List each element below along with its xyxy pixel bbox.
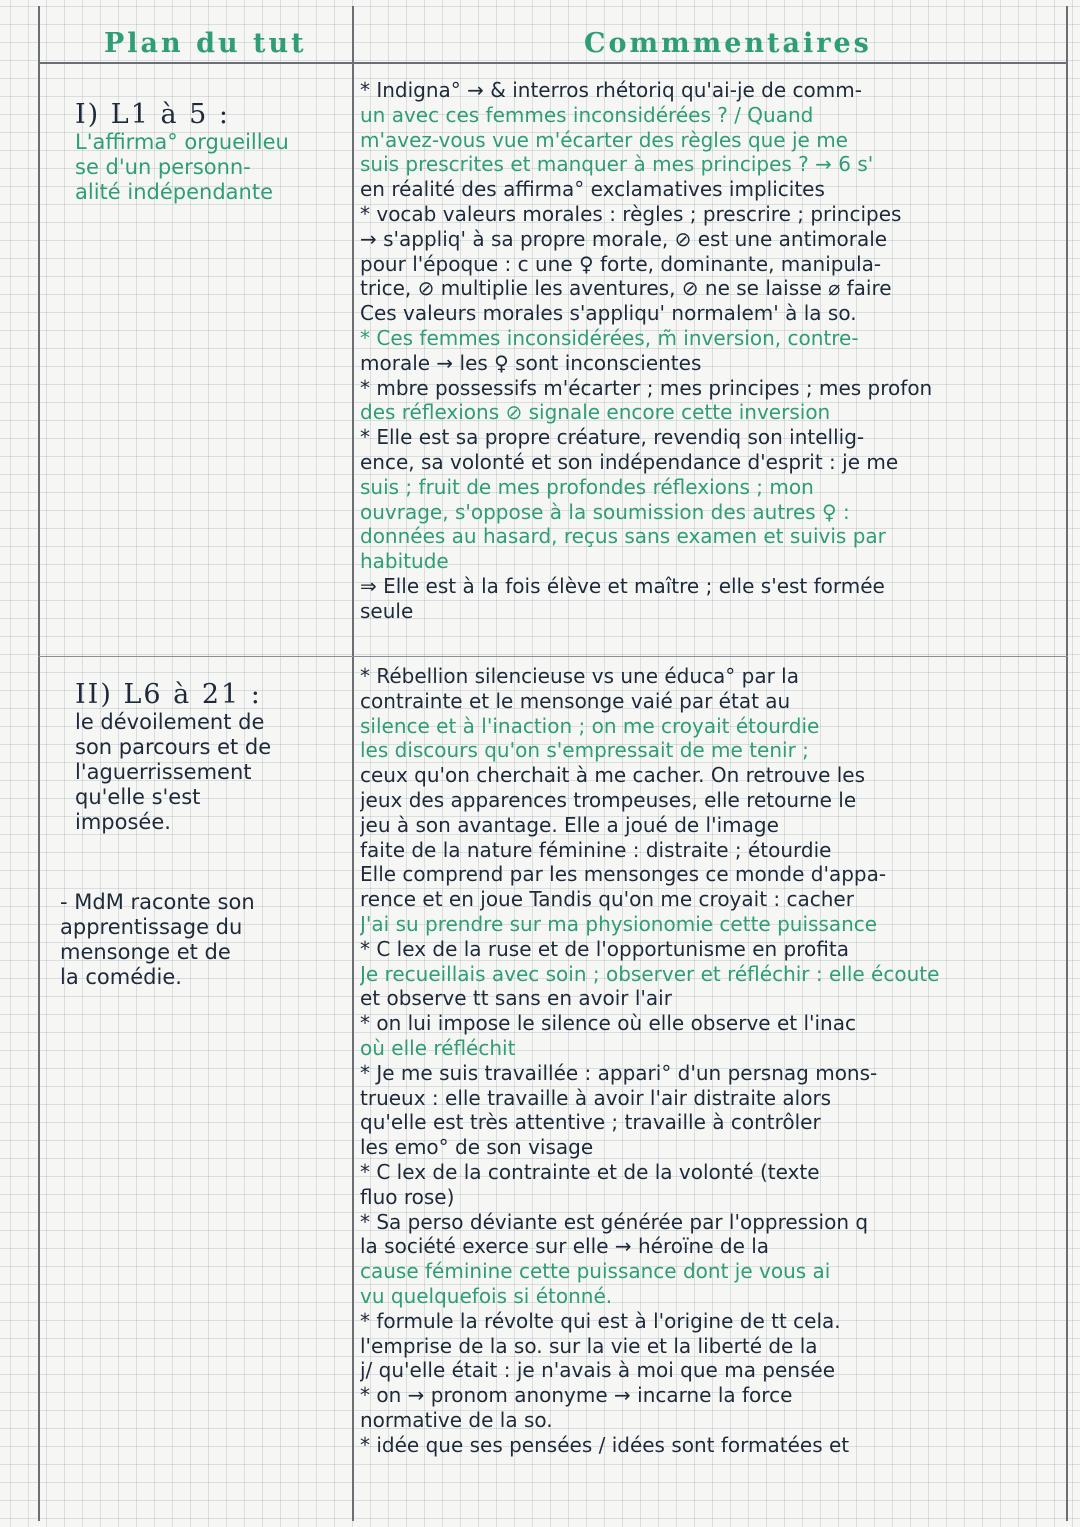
comment-line: * formule la révolte qui est à l'origine de tt cela. — [360, 1308, 841, 1333]
header-underline — [38, 62, 1068, 64]
comment-line: * Elle est sa propre créature, revendiq son intellig- — [360, 425, 865, 450]
section2-title: II) L6 à 21 : — [75, 679, 262, 710]
column-divider — [352, 6, 354, 1521]
comment-line: * on → pronom anonyme → incarne la force — [360, 1383, 793, 1408]
comment-line: un avec ces femmes inconsidérées ? / Quand — [360, 102, 814, 127]
comment-line: suis ; fruit de mes profondes réflexions ; mon — [360, 474, 814, 499]
comment-line: * idée que ses pensées / idées sont formatées et — [360, 1432, 850, 1457]
comment-line: morale → les ♀ sont inconscientes — [360, 350, 702, 375]
comment-line: pour l'époque : c une ♀ forte, dominante, manipula- — [360, 251, 882, 276]
comment-line: habitude — [360, 549, 449, 574]
table-left-border — [38, 6, 40, 1521]
section2-desc-line: l'aguerrissement — [75, 760, 252, 784]
comment-line: suis prescrites et manquer à mes principes ? → 6 s' — [360, 152, 874, 177]
comment-line: ouvrage, s'oppose à la soumission des autres ♀ : — [360, 499, 850, 524]
comment-line: trice, ⊘ multiplie les aventures, ⊘ ne se laisse ⌀ faire — [360, 276, 892, 301]
section2-subnote — [60, 890, 255, 990]
section2-plan — [75, 680, 271, 835]
comment-line: trueux : elle travaille à avoir l'air distraite alors — [360, 1085, 832, 1110]
comment-line: les emo° de son visage — [360, 1135, 594, 1160]
comment-line: où elle réfléchit — [360, 1035, 516, 1060]
comment-line: ceux qu'on cherchait à me cacher. On retrouve les — [360, 763, 866, 788]
section1-comments — [360, 78, 1065, 624]
section2-desc-line: imposée. — [75, 810, 171, 834]
comment-line: jeux des apparences trompeuses, elle retourne le — [360, 787, 857, 812]
comment-line: * on lui impose le silence où elle observe et l'inac — [360, 1011, 856, 1036]
subnote-line: la comédie. — [60, 965, 182, 989]
comment-line: * Sa perso déviante est générée par l'oppression q — [360, 1209, 869, 1234]
comment-line: l'emprise de la so. sur la vie et la liberté de la — [360, 1333, 818, 1358]
left-column-header: Plan du tut — [104, 28, 307, 59]
comment-line: * Je me suis travaillée : appari° d'un persnag mons- — [360, 1060, 878, 1085]
comment-line: * vocab valeurs morales : règles ; prescrire ; principes — [360, 201, 902, 226]
comment-line: la société exerce sur elle → héroïne de la — [360, 1234, 770, 1259]
comment-line: Je recueillais avec soin ; observer et réfléchir : elle écoute — [360, 961, 940, 986]
comment-line: ence, sa volonté et son indépendance d'esprit : je me — [360, 449, 899, 474]
section1-plan — [75, 100, 289, 205]
comment-line: fluo rose) — [360, 1184, 455, 1209]
comment-line: ⇒ Elle est à la fois élève et maître ; elle s'est formée — [360, 573, 885, 598]
comment-line: * C lex de la ruse et de l'opportunisme en profita — [360, 936, 849, 961]
comment-line: jeu à son avantage. Elle a joué de l'image — [360, 812, 779, 837]
comment-line: les discours qu'on s'empressait de me tenir ; — [360, 738, 809, 763]
comment-line: * Ces femmes inconsidérées, m̃ inversion, contre- — [360, 325, 859, 350]
comment-line: * Indigna° → & interros rhétoriq qu'ai-je de comm- — [360, 78, 862, 102]
section-divider — [38, 656, 1068, 657]
comment-line: Elle comprend par les mensonges ce monde d'appa- — [360, 862, 887, 887]
comment-line: Ces valeurs morales s'appliqu' normalem' à la so. — [360, 301, 857, 326]
section2-desc-line: le dévoilement de — [75, 710, 265, 734]
comment-line: * mbre possessifs m'écarter ; mes principes ; mes profon — [360, 375, 933, 400]
table-right-border — [1066, 6, 1068, 1521]
section2-desc-line: son parcours et de — [75, 735, 272, 759]
comment-line: → s'appliq' à sa propre morale, ⊘ est une antimorale — [360, 226, 888, 251]
comment-line: vu quelquefois si étonné. — [360, 1283, 613, 1308]
comment-line: faite de la nature féminine : distraite ; étourdie — [360, 837, 832, 862]
comment-line: seule — [360, 598, 414, 623]
section1-desc-line: L'affirma° orgueilleu — [75, 130, 289, 154]
comment-line: silence et à l'inaction ; on me croyait étourdie — [360, 713, 820, 738]
comment-line: des réflexions ⊘ signale encore cette inversion — [360, 400, 831, 425]
subnote-line: - MdM raconte son — [60, 890, 255, 914]
subnote-line: apprentissage du — [60, 915, 243, 939]
comment-line: rence et en joue Tandis qu'on me croyait : cacher — [360, 887, 854, 912]
subnote-line: mensonge et de — [60, 940, 231, 964]
comment-line: qu'elle est très attentive ; travaille à contrôler — [360, 1110, 821, 1135]
section1-title: I) L1 à 5 : — [75, 99, 231, 130]
comment-line: normative de la so. — [360, 1407, 553, 1432]
right-column-header: Commmentaires — [584, 28, 872, 59]
comment-line: * C lex de la contrainte et de la volonté (texte — [360, 1159, 820, 1184]
section1-desc-line: alité indépendante — [75, 180, 273, 204]
comment-line: contrainte et le mensonge vaié par état au — [360, 688, 791, 713]
comment-line: j/ qu'elle était : je n'avais à moi que ma pensée — [360, 1358, 836, 1383]
comment-line: J'ai su prendre sur ma physionomie cette puissance — [360, 911, 878, 936]
comment-line: * Rébellion silencieuse vs une éduca° par la — [360, 664, 799, 688]
section1-desc-line: se d'un personn- — [75, 155, 251, 179]
section2-desc-line: qu'elle s'est — [75, 785, 201, 809]
comment-line: et observe tt sans en avoir l'air — [360, 986, 672, 1011]
comment-line: m'avez-vous vue m'écarter des règles que je me — [360, 127, 848, 152]
comment-line: en réalité des affirma° exclamatives implicites — [360, 177, 825, 202]
section2-comments — [360, 664, 1065, 1458]
comment-line: données au hasard, reçus sans examen et suivis par — [360, 524, 886, 549]
comment-line: cause féminine cette puissance dont je vous ai — [360, 1259, 831, 1284]
